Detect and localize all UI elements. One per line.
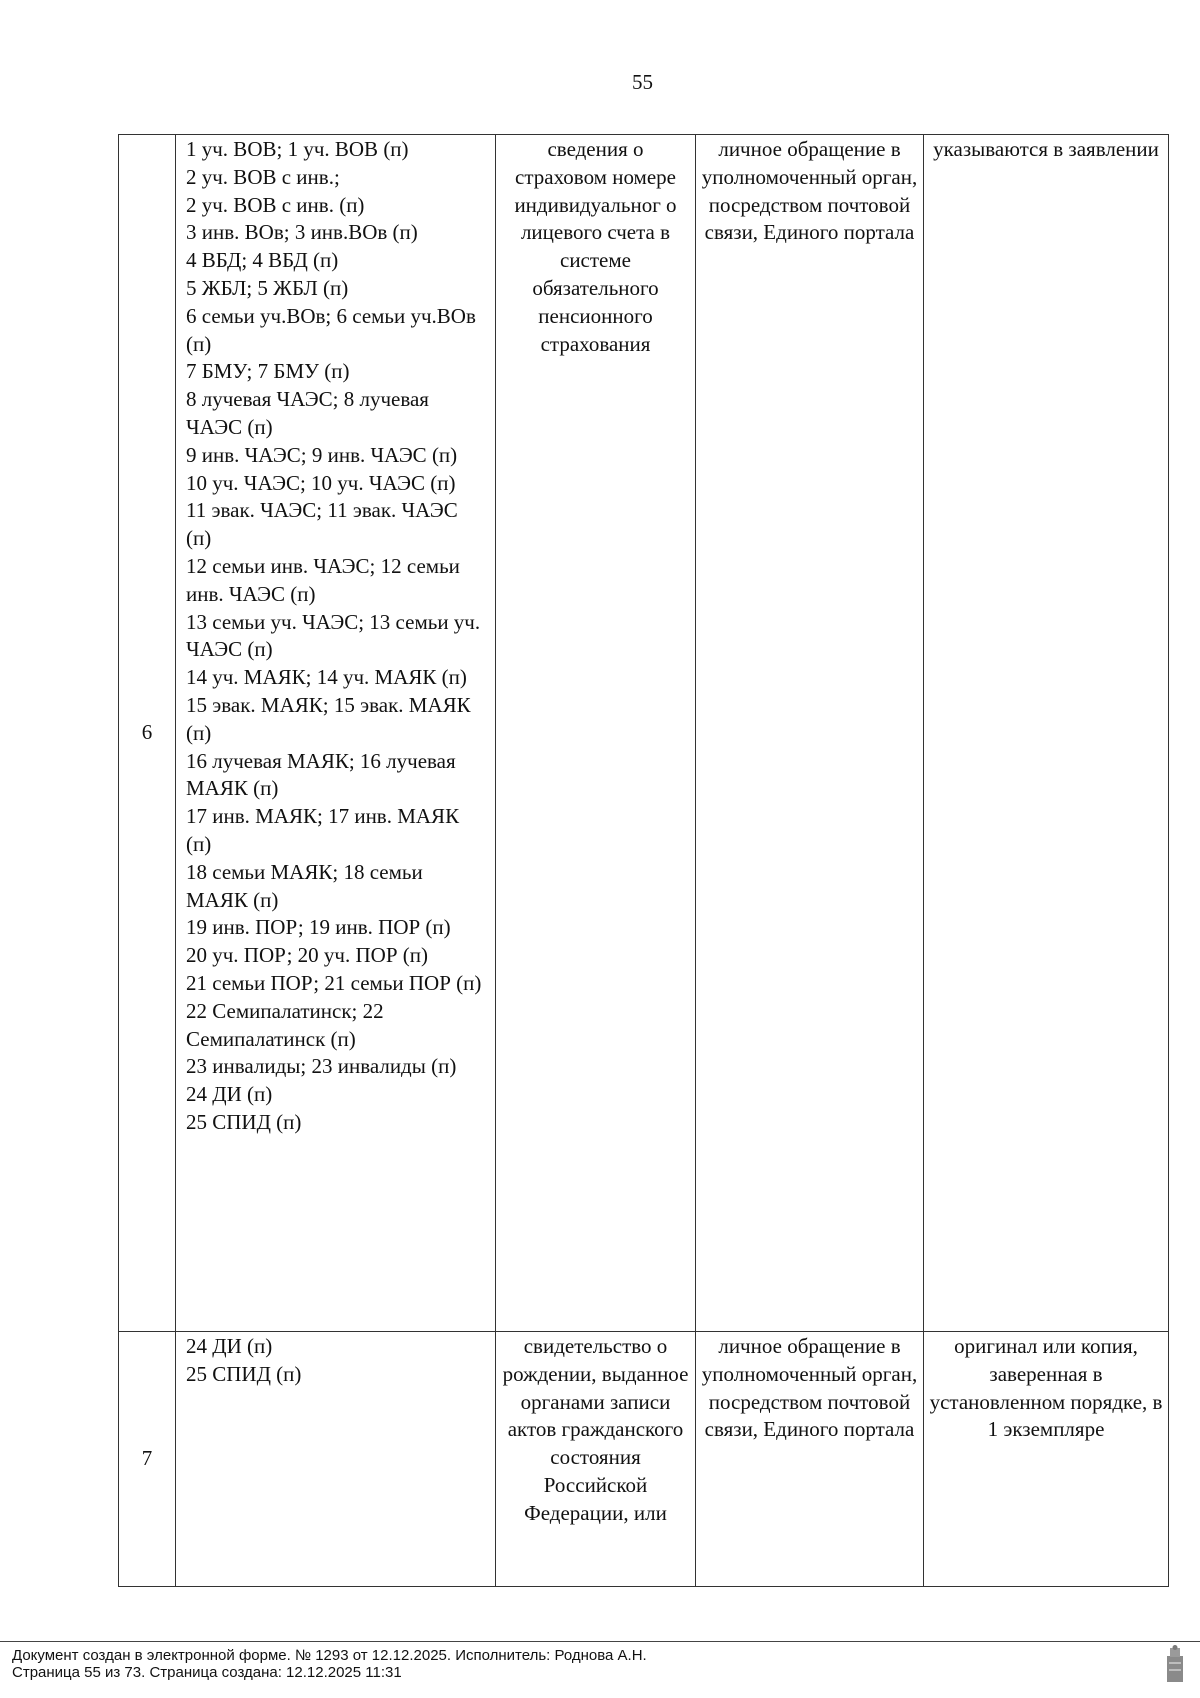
category-item: 13 семьи уч. ЧАЭС; 13 семьи уч. ЧАЭС (п) [186,609,481,662]
submission-method: личное обращение в уполномоченный орган, посредством почтовой связи, Единого портала [696,135,924,1332]
category-item: 7 БМУ; 7 БМУ (п) [186,359,350,384]
category-item: 2 уч. ВОВ с инв.; [186,164,340,189]
footer-line-2: Страница 55 из 73. Страница создана: 12.12.2025 11:31 [12,1664,402,1681]
category-item: 5 ЖБЛ; 5 ЖБЛ (п) [186,275,349,300]
footer-divider [0,1641,1200,1642]
footer [12,1647,647,1681]
category-item: 4 ВБД; 4 ВБД (п) [186,248,339,273]
page-number: 55 [632,70,653,94]
category-item: 14 уч. МАЯК; 14 уч. МАЯК (п) [186,665,467,690]
category-item: 2 уч. ВОВ с инв. (п) [186,192,365,217]
category-list [176,135,496,1332]
table-row [119,1332,1169,1587]
emblem-icon [1164,1644,1186,1684]
category-item: 18 семьи МАЯК; 18 семьи МАЯК (п) [186,859,423,912]
category-item: 21 семьи ПОР; 21 семьи ПОР (п) [186,970,482,995]
row-number: 6 [119,135,176,1332]
table-row [119,135,1169,1332]
document-name: свидетельство о рождении, выданное органами записи актов гражданского состояния Российской Федерации, или [496,1332,696,1587]
category-item: 11 эвак. ЧАЭС; 11 эвак. ЧАЭС (п) [186,498,458,551]
category-item: 10 уч. ЧАЭС; 10 уч. ЧАЭС (п) [186,470,456,495]
category-item: 25 СПИД (п) [186,1361,302,1386]
category-item: 1 уч. ВОВ; 1 уч. ВОВ (п) [186,137,409,161]
category-item: 23 инвалиды; 23 инвалиды (п) [186,1054,457,1079]
document-name: сведения о страховом номере индивидуальног о лицевого счета в системе обязательного пенсионного страхования [496,135,696,1332]
document-form: указываются в заявлении [924,135,1169,1332]
category-item: 6 семьи уч.ВОв; 6 семьи уч.ВОв (п) [186,303,476,356]
category-item: 12 семьи инв. ЧАЭС; 12 семьи инв. ЧАЭС (п) [186,553,460,606]
document-table [118,134,1169,1587]
document-form: оригинал или копия, заверенная в установленном порядке, в 1 экземпляре [924,1332,1169,1587]
footer-line-1: Документ создан в электронной форме. № 1293 от 12.12.2025. Исполнитель: Роднова А.Н. [12,1647,647,1664]
row-number: 7 [119,1332,176,1587]
category-item: 22 Семипалатинск; 22 Семипалатинск (п) [186,998,384,1051]
submission-method: личное обращение в уполномоченный орган, посредством почтовой связи, Единого портала [696,1332,924,1587]
category-item: 16 лучевая МАЯК; 16 лучевая МАЯК (п) [186,748,456,801]
category-item: 24 ДИ (п) [186,1082,273,1107]
category-item: 25 СПИД (п) [186,1109,302,1134]
category-item: 20 уч. ПОР; 20 уч. ПОР (п) [186,943,428,968]
category-list [176,1332,496,1587]
category-item: 3 инв. ВОв; 3 инв.ВОв (п) [186,220,418,245]
category-item: 9 инв. ЧАЭС; 9 инв. ЧАЭС (п) [186,442,458,467]
category-item: 24 ДИ (п) [186,1334,273,1358]
category-item: 15 эвак. МАЯК; 15 эвак. МАЯК (п) [186,692,471,745]
category-item: 17 инв. МАЯК; 17 инв. МАЯК (п) [186,804,460,856]
category-item: 19 инв. ПОР; 19 инв. ПОР (п) [186,915,451,940]
category-item: 8 лучевая ЧАЭС; 8 лучевая ЧАЭС (п) [186,387,429,439]
